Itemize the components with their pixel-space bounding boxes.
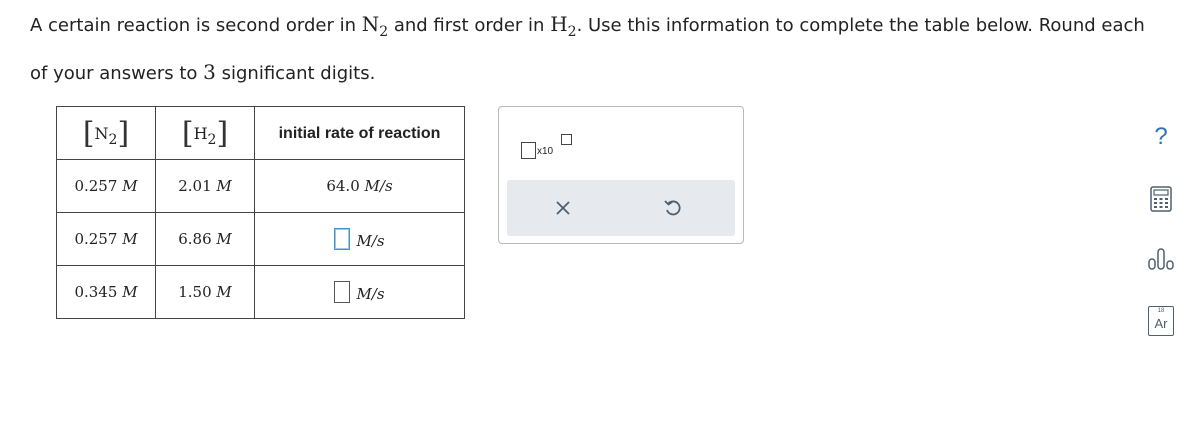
clear-button[interactable] — [549, 194, 577, 222]
undo-button[interactable] — [659, 194, 687, 222]
help-icon: ? — [1154, 123, 1168, 150]
prompt-line-2 — [30, 52, 1200, 94]
question-prompt — [30, 4, 1200, 94]
calculator-icon — [1150, 186, 1172, 212]
periodic-table-button[interactable] — [1138, 298, 1184, 344]
bar-chart-icon — [1147, 247, 1175, 271]
x-icon — [555, 200, 571, 216]
sigfig-count: 3 — [203, 60, 216, 84]
prompt-line-1 — [30, 4, 1200, 52]
rate-answer-input-2[interactable] — [334, 281, 350, 303]
prompt-text: and first order in — [388, 15, 551, 36]
rate-table — [56, 106, 465, 319]
undo-icon — [663, 198, 683, 218]
periodic-table-icon — [1148, 306, 1174, 336]
prompt-text: . Use this information to complete the table below. Round each — [576, 15, 1145, 36]
species-n: N — [361, 12, 380, 36]
rate-answer-cell — [255, 266, 465, 319]
help-button[interactable] — [1138, 114, 1184, 160]
element-symbol: Ar — [1154, 316, 1168, 331]
header-n2-concentration: [N2] — [57, 107, 156, 160]
table-header-row — [57, 107, 465, 160]
n2-cell: 0.345 M — [57, 266, 156, 319]
x10-label: x10 — [537, 146, 554, 157]
h2-cell: 2.01 M — [156, 160, 255, 213]
prompt-text: A certain reaction is second order in — [30, 15, 362, 36]
n2-cell: 0.257 M — [57, 213, 156, 266]
data-chart-button[interactable] — [1138, 236, 1184, 282]
table-row — [57, 213, 465, 266]
table-row — [57, 160, 465, 213]
panel-action-bar — [507, 180, 735, 236]
calculator-button[interactable] — [1138, 176, 1184, 222]
exponent-box-icon — [561, 134, 572, 145]
header-initial-rate: initial rate of reaction — [255, 107, 465, 160]
rate-unit: M/s — [356, 285, 385, 303]
header-h2-concentration: [H2] — [156, 107, 255, 160]
species-h-subscript: 2 — [567, 24, 577, 40]
species-h: H — [550, 12, 568, 36]
mantissa-box-icon — [521, 142, 536, 159]
rate-cell: 64.0 M/s — [255, 160, 465, 213]
prompt-text: significant digits. — [215, 63, 376, 84]
scientific-notation-button[interactable] — [521, 132, 567, 160]
rate-answer-input-1[interactable] — [334, 228, 350, 250]
rate-unit: M/s — [356, 232, 385, 250]
h2-cell: 6.86 M — [156, 213, 255, 266]
table-row — [57, 266, 465, 319]
n2-cell: 0.257 M — [57, 160, 156, 213]
rate-answer-cell — [255, 213, 465, 266]
answer-tools-panel — [498, 106, 744, 244]
h2-cell: 1.50 M — [156, 266, 255, 319]
species-n-subscript: 2 — [379, 24, 389, 40]
atomic-number: 18 — [1157, 308, 1165, 314]
prompt-text: of your answers to — [30, 63, 204, 84]
